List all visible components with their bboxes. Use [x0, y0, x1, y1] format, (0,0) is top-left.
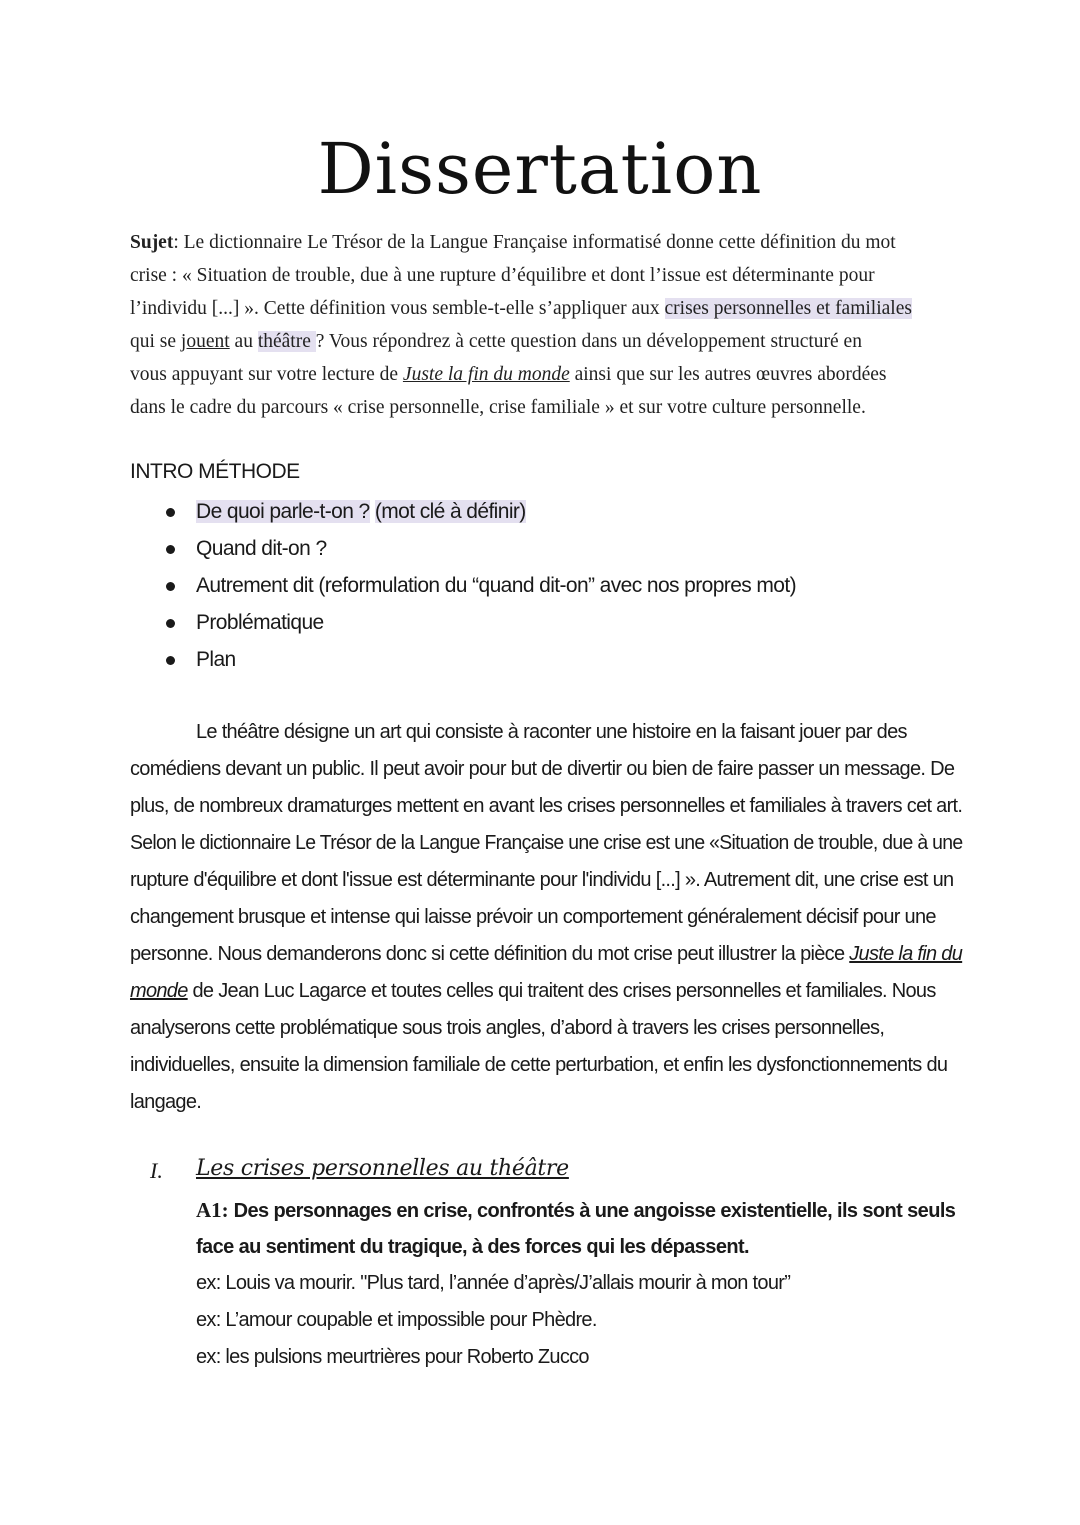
- subsection-a1: [196, 1192, 966, 1265]
- paragraph-line: [130, 973, 960, 1010]
- paragraph-line: [130, 936, 963, 973]
- section-number: I.: [150, 1158, 163, 1183]
- subject-text: ainsi que sur les autres œuvres abordées: [569, 364, 887, 385]
- bullet-icon: [166, 656, 175, 665]
- bullet-icon: [166, 619, 175, 628]
- paragraph-line: changement brusque et intense qui laisse prévoir un comportement généralement décisif pour une: [130, 906, 936, 928]
- subsection-text: Des personnages en crise, confrontés à une angoisse existentielle, ils sont seuls: [228, 1200, 956, 1222]
- underlined-jouent: jouent: [180, 331, 230, 352]
- highlight-question: De quoi parle-t-on ?: [196, 500, 370, 523]
- subject-line: [130, 292, 960, 325]
- subsection-line: [196, 1192, 966, 1229]
- intro-paragraph: [130, 714, 963, 1121]
- examples-list: [196, 1265, 790, 1376]
- paragraph-line: analyserons cette problématique sous trois angles, d’abord à travers les crises personnelles,: [130, 1017, 885, 1039]
- intro-heading: INTRO MÉTHODE: [130, 460, 300, 483]
- subject-line: [130, 358, 960, 391]
- highlight-theatre: théâtre: [257, 331, 316, 352]
- subject-text: : Le dictionnaire Le Trésor de la Langue Française informatisé donne cette définition du mot: [173, 232, 896, 253]
- paragraph-line: rupture d'équilibre et dont l'issue est déterminante pour l'individu [...] ». Autrement dit, une crise est un: [130, 869, 954, 891]
- subject-line: dans le cadre du parcours « crise personnelle, crise familiale » et sur votre culture personnelle.: [130, 397, 866, 418]
- book-title: Juste la fin du monde: [402, 364, 570, 385]
- book-title: Juste la fin du: [849, 943, 963, 965]
- subject-text: au: [229, 331, 258, 352]
- paragraph-text: de Jean Luc Lagarce et toutes celles qui traitent des crises personnelles et familiales. Nous: [187, 980, 936, 1002]
- page-title: Dissertation: [317, 128, 763, 210]
- subject-label: Sujet: [130, 232, 174, 253]
- paragraph-line: plus, de nombreux dramaturges mettent en avant les crises personnelles et familiales à travers cet art.: [130, 795, 963, 817]
- list-item-text: [196, 493, 526, 530]
- paragraph-line: Le théâtre désigne un art qui consiste à raconter une histoire en la faisant jouer par des: [196, 721, 907, 743]
- bullet-icon: [166, 582, 175, 591]
- bullet-icon: [166, 545, 175, 554]
- subject-text: ? Vous répondrez à cette question dans un développement structuré en: [315, 331, 862, 352]
- paragraph-line: individuelles, ensuite la dimension familiale de cette perturbation, et enfin les dysfonctionnements du: [130, 1054, 948, 1076]
- list-item-text: Quand dit-on ?: [196, 537, 327, 560]
- subject-line: [130, 325, 960, 358]
- subject-text: vous appuyant sur votre lecture de: [130, 364, 403, 385]
- list-item-text: Autrement dit (reformulation du “quand dit-on” avec nos propres mot): [196, 574, 797, 597]
- subject-text: l’individu [...] ». Cette définition vous semble-t-elle s’appliquer aux: [130, 298, 665, 319]
- section-title: Les crises personnelles au théâtre: [196, 1156, 569, 1181]
- highlight-crises: crises personnelles et familiales: [664, 298, 912, 319]
- example-item: ex: L’amour coupable et impossible pour Phèdre.: [196, 1309, 597, 1331]
- example-item: ex: Louis va mourir. "Plus tard, l’année d’après/J’allais mourir à mon tour”: [196, 1272, 791, 1294]
- highlight-keyword: (mot clé à définir): [374, 500, 526, 523]
- paragraph-line: Selon le dictionnaire Le Trésor de la Langue Française une crise est une «Situation de trouble, due à une: [130, 832, 963, 854]
- list-item-text: Problématique: [196, 611, 324, 634]
- subject-block: [130, 226, 960, 424]
- paragraph-line: langage.: [130, 1091, 202, 1113]
- list-item-text: Plan: [196, 648, 236, 671]
- bullet-icon: [166, 508, 175, 517]
- subject-line: [130, 226, 960, 259]
- subject-text: qui se: [130, 331, 181, 352]
- example-item: ex: les pulsions meurtrières pour Roberto Zucco: [196, 1346, 589, 1368]
- subject-line: crise : « Situation de trouble, due à une rupture d’équilibre et dont l’issue est déterminante pour: [130, 265, 875, 286]
- subsection-line: face au sentiment du tragique, à des forces qui les dépassent.: [196, 1236, 749, 1258]
- subsection-label: A1:: [196, 1198, 229, 1222]
- book-title: monde: [130, 980, 188, 1002]
- paragraph-line: comédiens devant un public. Il peut avoir pour but de divertir ou bien de faire passer un message. De: [130, 758, 955, 780]
- paragraph-text: personne. Nous demanderons donc si cette définition du mot crise peut illustrer la pièce: [130, 943, 850, 965]
